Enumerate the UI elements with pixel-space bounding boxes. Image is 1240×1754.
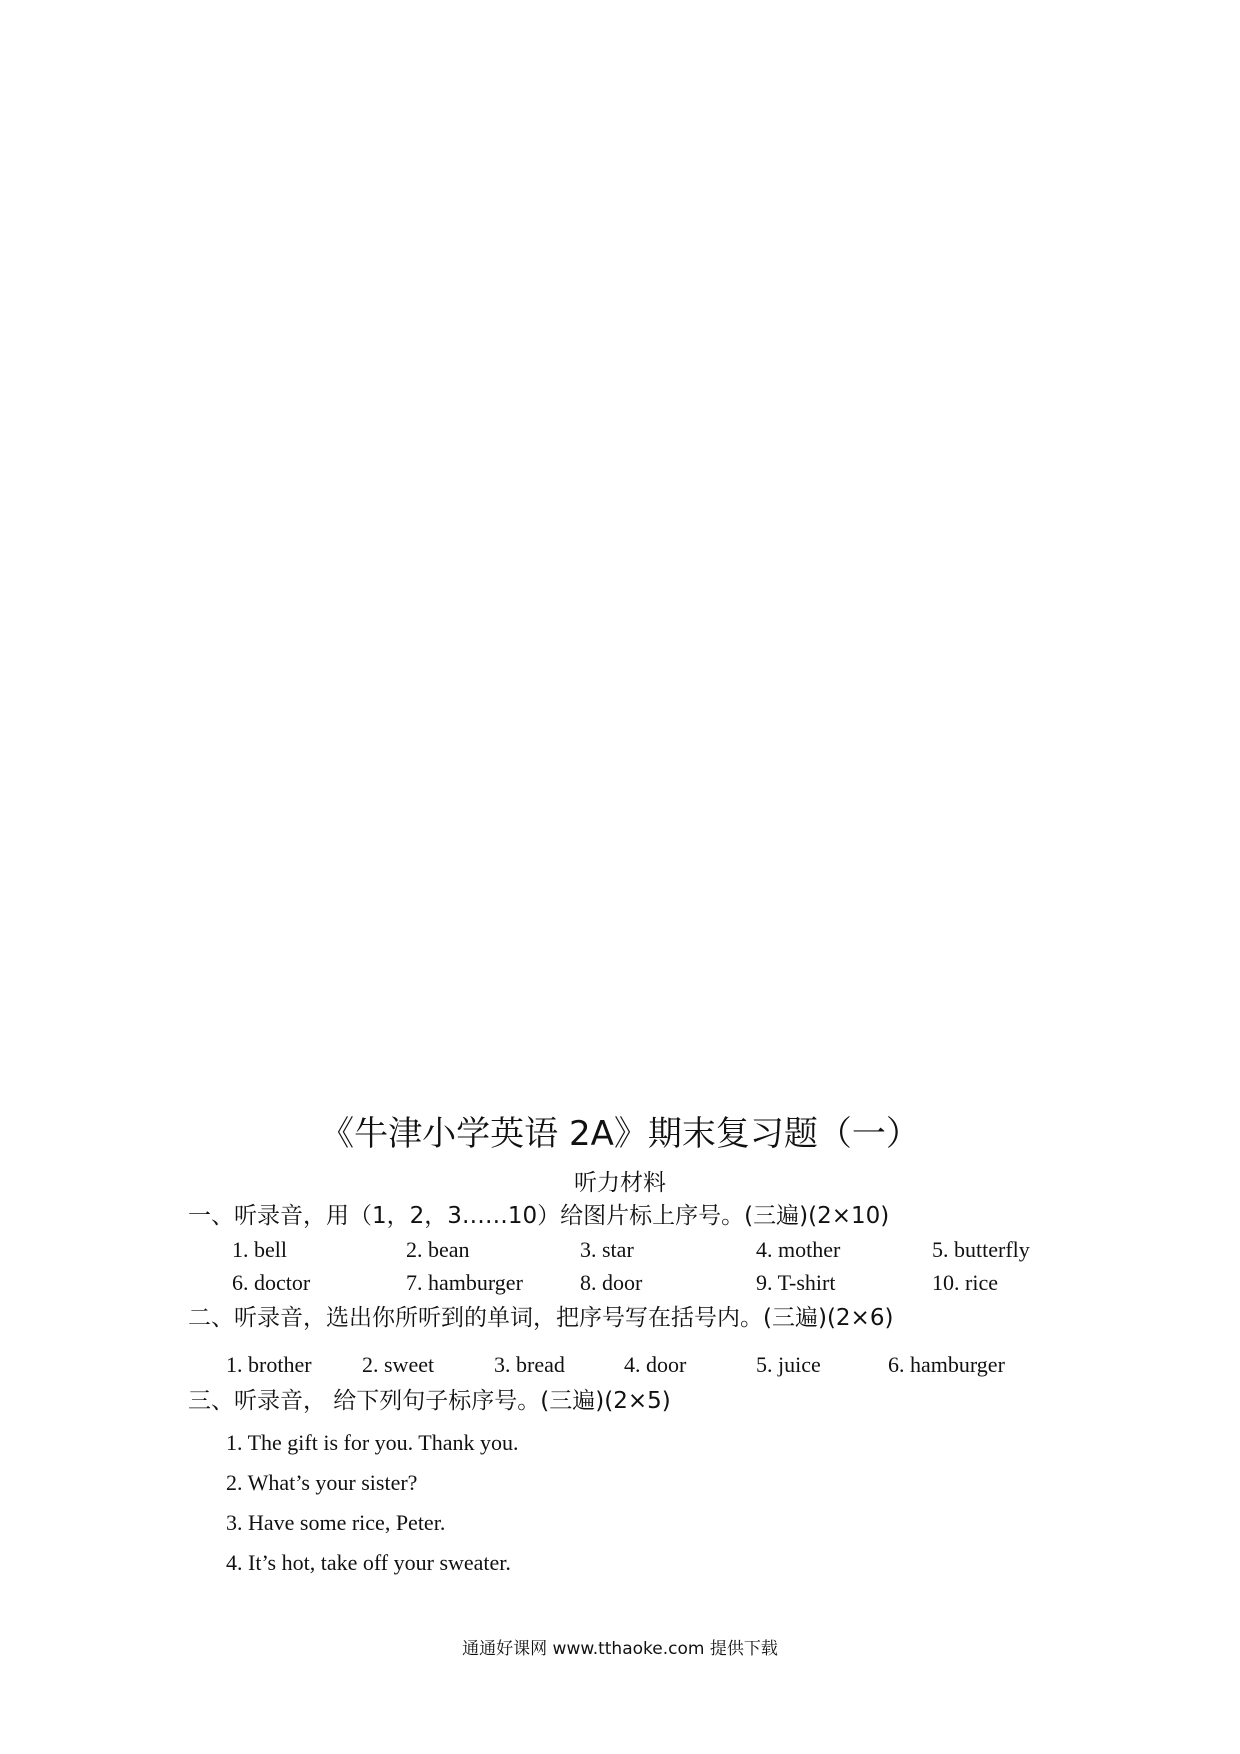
word-item: 4. door: [624, 1352, 687, 1377]
sentence-item: 1. The gift is for you. Thank you.: [226, 1430, 519, 1455]
word-item: 7. hamburger: [406, 1270, 523, 1295]
page-subtitle: 听力材料: [574, 1170, 666, 1196]
word-item: 3. star: [580, 1237, 634, 1262]
word-item: 8. door: [580, 1270, 643, 1295]
sentence-item: 3. Have some rice, Peter.: [226, 1510, 446, 1535]
word-item: 4. mother: [756, 1237, 841, 1262]
word-item: 2. sweet: [362, 1352, 435, 1377]
word-item: 1. brother: [226, 1352, 312, 1377]
word-item: 6. doctor: [232, 1270, 311, 1295]
section-2-heading: 二、听录音，选出你所听到的单词，把序号写在括号内。(三遍)(2×6): [188, 1305, 894, 1331]
section-1-heading: 一、听录音，用（1，2，3……10）给图片标上序号。(三遍)(2×10): [188, 1203, 890, 1229]
word-item: 10. rice: [932, 1270, 998, 1295]
word-item: 2. bean: [406, 1237, 470, 1262]
page-title: 《牛津小学英语 2A》期末复习题（一）: [320, 1114, 920, 1154]
word-item: 9. T-shirt: [756, 1270, 836, 1295]
footer-credit: 通通好课网 www.tthaoke.com 提供下载: [462, 1639, 778, 1659]
word-item: 6. hamburger: [888, 1352, 1005, 1377]
section-3-heading: 三、听录音， 给下列句子标序号。(三遍)(2×5): [188, 1388, 671, 1414]
word-item: 1. bell: [232, 1237, 287, 1262]
word-item: 5. butterfly: [932, 1237, 1030, 1262]
sentence-item: 2. What’s your sister?: [226, 1470, 418, 1495]
word-item: 5. juice: [756, 1352, 821, 1377]
word-item: 3. bread: [494, 1352, 565, 1377]
sentence-item: 4. It’s hot, take off your sweater.: [226, 1550, 511, 1575]
